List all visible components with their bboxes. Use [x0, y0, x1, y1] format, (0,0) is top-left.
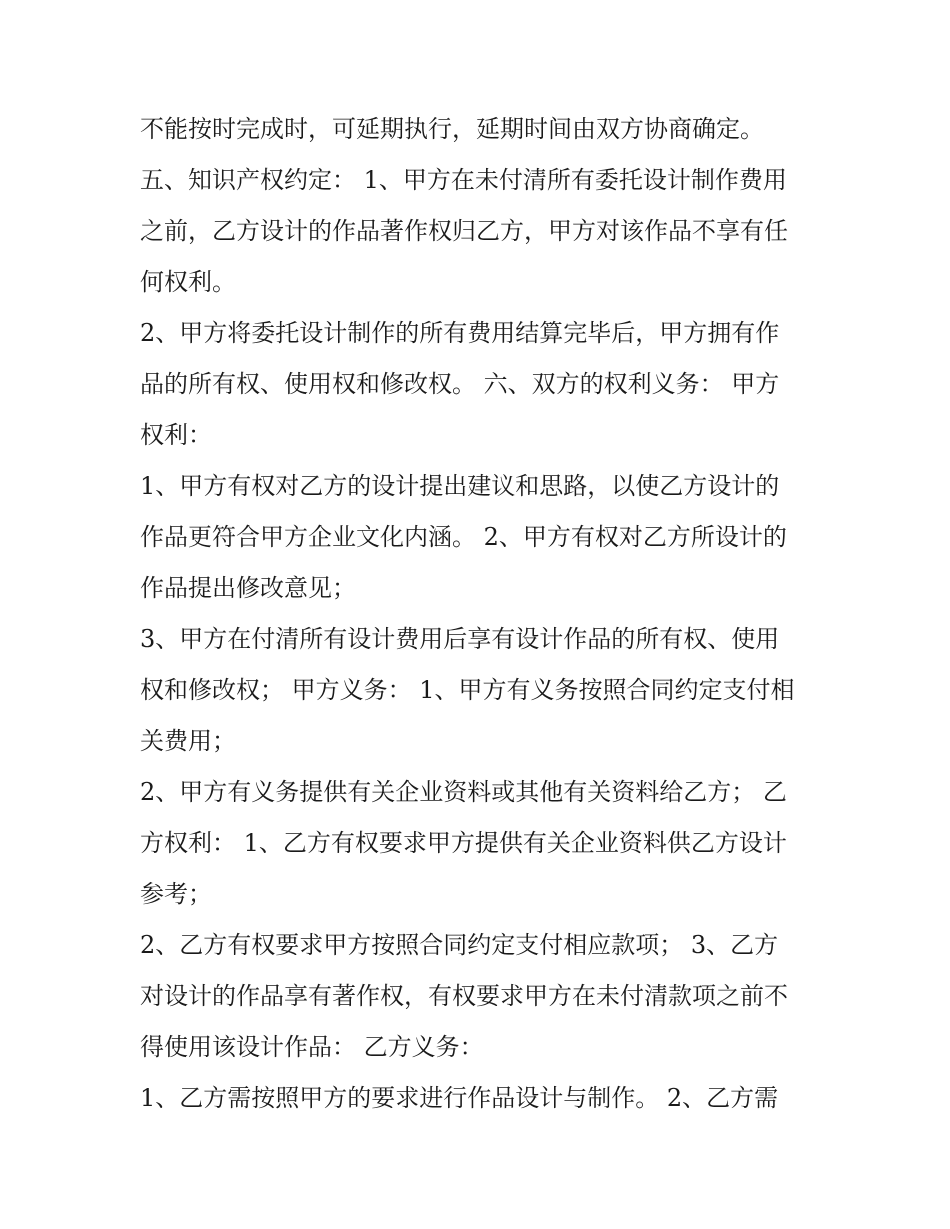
text-line: 关费用； — [140, 727, 236, 755]
text-line: 3、甲方在付清所有设计费用后享有设计作品的所有权、使用 — [140, 625, 780, 653]
text-line: 得使用该设计作品： 乙方义务： — [140, 1033, 484, 1061]
text-line: 1、甲方有权对乙方的设计提出建议和思路，以使乙方设计的 — [140, 472, 780, 500]
text-line: 2、甲方有义务提供有关企业资料或其他有关资料给乙方； 乙 — [140, 778, 787, 806]
text-line: 五、知识产权约定： 1、甲方在未付清所有委托设计制作费用 — [140, 166, 787, 194]
text-line: 何权利。 — [140, 268, 236, 296]
text-line: 作品提出修改意见； — [140, 574, 356, 602]
text-line: 权和修改权； 甲方义务： 1、甲方有义务按照合同约定支付相 — [140, 676, 795, 704]
text-line: 之前，乙方设计的作品著作权归乙方，甲方对该作品不享有任 — [140, 217, 788, 245]
text-line: 2、乙方有权要求甲方按照合同约定支付相应款项； 3、乙方 — [140, 931, 779, 959]
text-line: 作品更符合甲方企业文化内涵。 2、甲方有权对乙方所设计的 — [140, 523, 787, 551]
text-line: 2、甲方将委托设计制作的所有费用结算完毕后，甲方拥有作 — [140, 319, 780, 347]
text-line: 权利： — [140, 421, 212, 449]
text-line: 1、乙方需按照甲方的要求进行作品设计与制作。 2、乙方需 — [140, 1084, 779, 1112]
text-line: 不能按时完成时，可延期执行，延期时间由双方协商确定。 — [140, 115, 764, 143]
contract-text — [140, 104, 820, 1124]
text-line: 品的所有权、使用权和修改权。 六、双方的权利义务： 甲方 — [140, 370, 780, 398]
text-line: 方权利： 1、乙方有权要求甲方提供有关企业资料供乙方设计 — [140, 829, 787, 857]
text-line: 对设计的作品享有著作权，有权要求甲方在未付清款项之前不 — [140, 982, 788, 1010]
text-line: 参考； — [140, 880, 212, 908]
